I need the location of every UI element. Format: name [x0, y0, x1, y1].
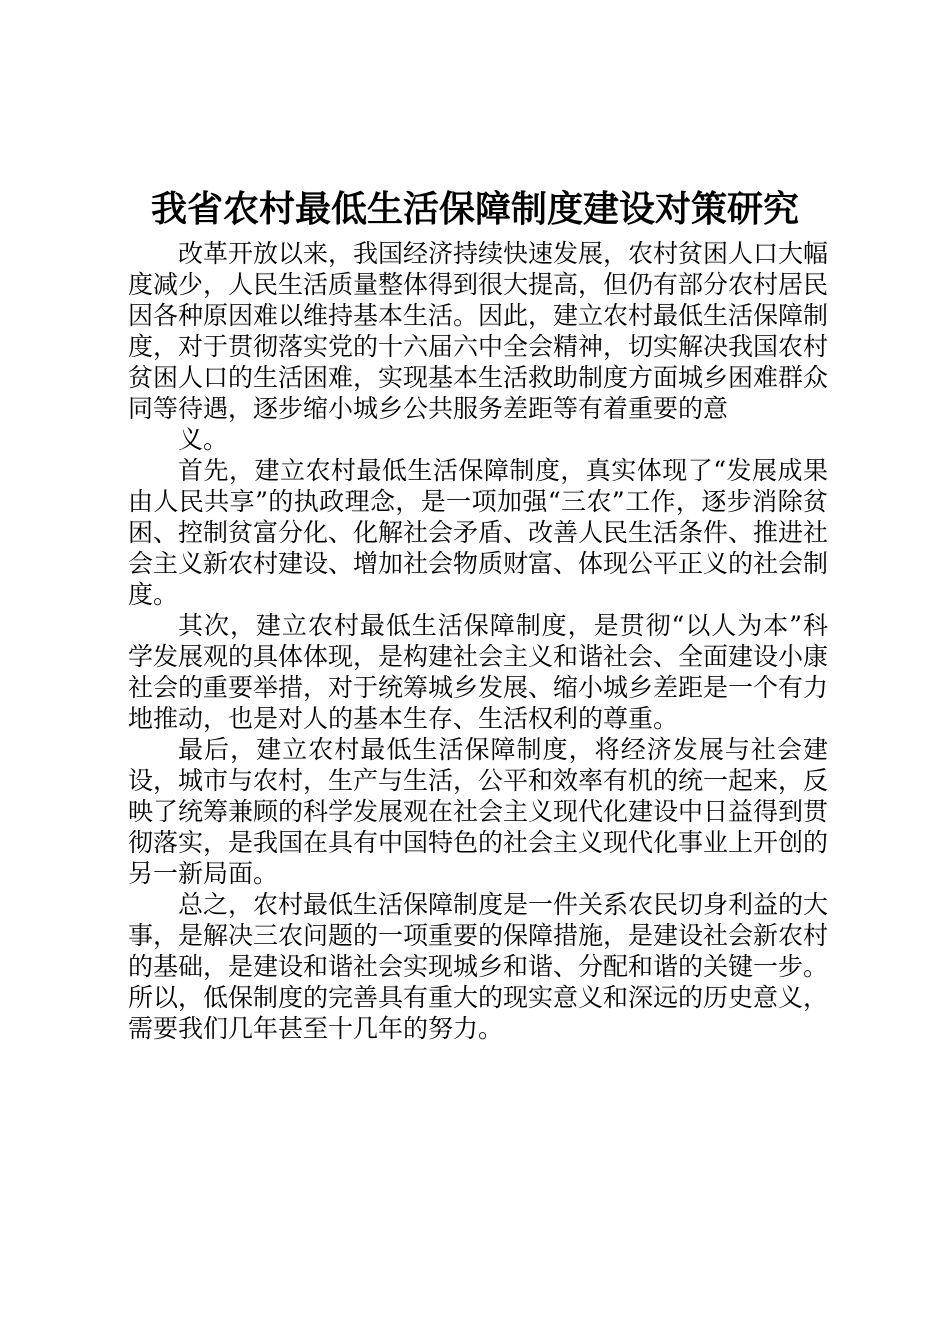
paragraph-first: 首先，建立农村最低生活保障制度，真实体现了“发展成果由人民共享”的执政理念，是一项加强“三农”工作，逐步消除贫困、控制贫富分化、化解社会矛盾、改善人民生活条件、推进社会主义新农村建设、增加社会物质财富、体现公平正义的社会制度。 — [128, 456, 829, 609]
paragraph-intro-continuation: 义。 — [178, 425, 229, 454]
paragraph-conclusion: 总之，农村最低生活保障制度是一件关系农民切身利益的大事，是解决三农问题的一项重要的保障措施，是建设社会新农村的基础，是建设和谐社会实现城乡和谐、分配和谐的关键一步。所以，低保制度的完善具有重大的现实意义和深远的历史意义，需要我们几年甚至十几年的努力。 — [128, 890, 829, 1043]
document-title: 我省农村最低生活保障制度建设对策研究 — [150, 188, 799, 230]
paragraph-second: 其次，建立农村最低生活保障制度，是贯彻“以人为本”科学发展观的具体体现，是构建社会主义和谐社会、全面建设小康社会的重要举措，对于统筹城乡发展、缩小城乡差距是一个有力地推动，也是对人的基本生存、生活权利的尊重。 — [128, 611, 829, 733]
document-body — [128, 238, 828, 1044]
paragraph-last: 最后，建立农村最低生活保障制度，将经济发展与社会建设，城市与农村，生产与生活，公平和效率有机的统一起来，反映了统筹兼顾的科学发展观在社会主义现代化建设中日益得到贯彻落实，是我国在具有中国特色的社会主义现代化事业上开创的另一新局面。 — [128, 735, 829, 888]
paragraph-intro: 改革开放以来，我国经济持续快速发展，农村贫困人口大幅度减少，人民生活质量整体得到很大提高，但仍有部分农村居民因各种原因难以维持基本生活。因此，建立农村最低生活保障制度，对于贯彻落实党的十六届六中全会精神，切实解决我国农村贫困人口的生活困难，实现基本生活救助制度方面城乡困难群众同等待遇，逐步缩小城乡公共服务差距等有着重要的意 — [128, 239, 829, 423]
